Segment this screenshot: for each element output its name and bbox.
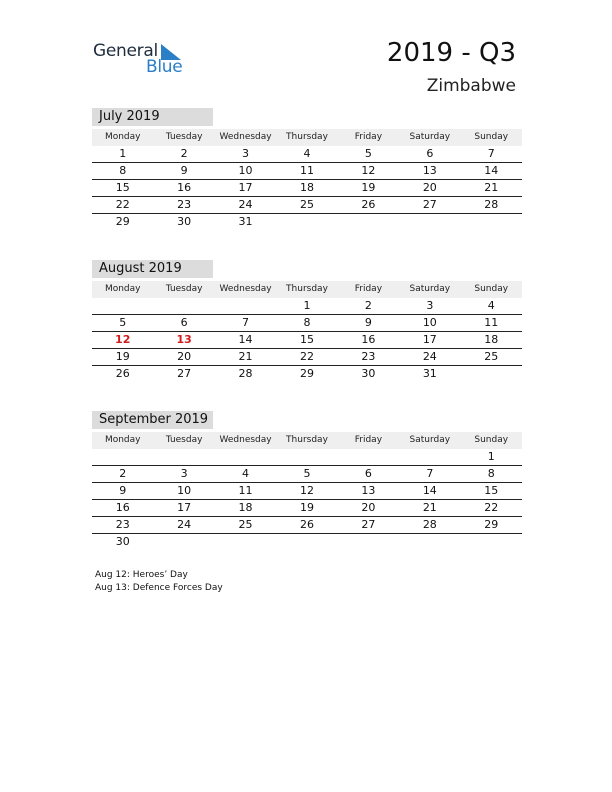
day-cell: 9: [364, 316, 372, 329]
day-cell: 20: [422, 181, 437, 194]
day-cell: [153, 298, 214, 314]
day-cell: 26: [115, 367, 130, 380]
weekday-label: Friday: [354, 132, 383, 142]
day-cell: 1: [119, 147, 127, 160]
day-cell: 21: [484, 181, 499, 194]
day-cell: 27: [361, 518, 376, 531]
month-september: [92, 411, 522, 550]
weekday-label: Sunday: [474, 435, 509, 445]
week-row: [92, 366, 522, 382]
month-title: July 2019: [92, 108, 213, 126]
day-cell: 17: [422, 333, 437, 346]
day-cell: [399, 534, 460, 550]
brand-name-blue: Blue: [146, 57, 183, 77]
day-cell: 30: [177, 215, 192, 228]
day-cell: 9: [180, 164, 188, 177]
day-cell: [461, 366, 522, 382]
day-cell: [153, 534, 214, 550]
weekday-label: Friday: [354, 435, 383, 445]
month-title: August 2019: [92, 260, 213, 278]
day-cell: 16: [177, 181, 192, 194]
day-cell: 28: [238, 367, 253, 380]
day-cell: 3: [426, 299, 434, 312]
day-cell: 23: [361, 350, 376, 363]
weekday-label: Monday: [104, 132, 141, 142]
weekday-label: Thursday: [286, 132, 328, 142]
country-name: Zimbabwe: [426, 76, 516, 96]
day-cell: 17: [177, 501, 192, 514]
day-cell: 17: [238, 181, 253, 194]
day-cell: 1: [303, 299, 311, 312]
day-cell: [338, 534, 399, 550]
day-cell: 29: [115, 215, 130, 228]
day-cell: 13: [422, 164, 437, 177]
day-cell: 3: [242, 147, 250, 160]
weekday-label: Tuesday: [165, 435, 203, 445]
holiday-day-cell: 13: [176, 333, 192, 346]
day-cell: [92, 449, 153, 465]
weekday-label: Wednesday: [219, 435, 272, 445]
day-cell: 24: [238, 198, 253, 211]
week-row: [92, 517, 522, 534]
day-cell: 6: [426, 147, 434, 160]
day-cell: 10: [238, 164, 253, 177]
day-cell: [338, 214, 399, 230]
day-cell: [461, 214, 522, 230]
day-cell: 2: [180, 147, 188, 160]
day-cell: 8: [487, 467, 495, 480]
day-cell: 28: [422, 518, 437, 531]
day-cell: 12: [361, 164, 376, 177]
day-cell: 19: [299, 501, 314, 514]
week-row: [92, 483, 522, 500]
day-cell: 29: [299, 367, 314, 380]
weekday-header: [92, 281, 522, 298]
day-cell: [153, 449, 214, 465]
weekday-label: Monday: [104, 284, 141, 294]
weekday-label: Friday: [354, 284, 383, 294]
day-cell: 8: [119, 164, 127, 177]
weekday-label: Wednesday: [219, 132, 272, 142]
day-cell: 31: [238, 215, 253, 228]
day-cell: 28: [484, 198, 499, 211]
day-cell: 22: [484, 501, 499, 514]
weekday-label: Wednesday: [219, 284, 272, 294]
month-grid: [92, 298, 522, 382]
month-grid: [92, 449, 522, 550]
week-row: [92, 180, 522, 197]
day-cell: 30: [361, 367, 376, 380]
weekday-label: Saturday: [409, 132, 451, 142]
day-cell: 6: [180, 316, 188, 329]
weekday-label: Monday: [104, 435, 141, 445]
day-cell: [215, 449, 276, 465]
weekday-header: [92, 129, 522, 146]
weekday-header: [92, 432, 522, 449]
holiday-note: Aug 13: Defence Forces Day: [95, 583, 223, 593]
holiday-note: Aug 12: Heroes’ Day: [95, 570, 188, 580]
day-cell: 2: [119, 467, 127, 480]
week-row: [92, 146, 522, 163]
weekday-label: Saturday: [409, 435, 451, 445]
day-cell: 23: [177, 198, 192, 211]
day-cell: 27: [422, 198, 437, 211]
day-cell: 1: [487, 450, 495, 463]
day-cell: 26: [361, 198, 376, 211]
day-cell: [276, 534, 337, 550]
day-cell: 7: [426, 467, 434, 480]
week-row: [92, 332, 522, 349]
weekday-label: Sunday: [474, 284, 509, 294]
day-cell: 7: [487, 147, 495, 160]
day-cell: 16: [361, 333, 376, 346]
month-title: September 2019: [92, 411, 213, 429]
day-cell: 18: [484, 333, 499, 346]
day-cell: 19: [361, 181, 376, 194]
day-cell: 18: [238, 501, 253, 514]
day-cell: 3: [180, 467, 188, 480]
day-cell: 25: [484, 350, 499, 363]
week-row: [92, 298, 522, 315]
brand-name-general: General: [93, 41, 158, 61]
week-row: [92, 315, 522, 332]
day-cell: 14: [238, 333, 253, 346]
day-cell: 2: [364, 299, 372, 312]
day-cell: 26: [299, 518, 314, 531]
month-august: [92, 260, 522, 382]
day-cell: 8: [303, 316, 311, 329]
day-cell: [276, 214, 337, 230]
day-cell: 21: [238, 350, 253, 363]
day-cell: 4: [303, 147, 311, 160]
weekday-label: Thursday: [286, 284, 328, 294]
day-cell: 29: [484, 518, 499, 531]
weekday-label: Tuesday: [165, 132, 203, 142]
day-cell: 30: [115, 535, 130, 548]
day-cell: 19: [115, 350, 130, 363]
day-cell: [92, 298, 153, 314]
day-cell: 25: [299, 198, 314, 211]
day-cell: 18: [299, 181, 314, 194]
day-cell: 11: [238, 484, 253, 497]
weekday-label: Saturday: [409, 284, 451, 294]
day-cell: 22: [115, 198, 130, 211]
day-cell: 10: [422, 316, 437, 329]
day-cell: 15: [115, 181, 130, 194]
day-cell: 22: [299, 350, 314, 363]
brand-logo: [93, 41, 193, 77]
day-cell: 31: [422, 367, 437, 380]
day-cell: 24: [422, 350, 437, 363]
day-cell: 27: [177, 367, 192, 380]
day-cell: 7: [242, 316, 250, 329]
holiday-day-cell: 12: [115, 333, 131, 346]
day-cell: 4: [487, 299, 495, 312]
day-cell: 21: [422, 501, 437, 514]
day-cell: 24: [177, 518, 192, 531]
day-cell: [215, 534, 276, 550]
day-cell: 6: [364, 467, 372, 480]
week-row: [92, 349, 522, 366]
day-cell: 5: [119, 316, 127, 329]
week-row: [92, 500, 522, 517]
day-cell: 16: [115, 501, 130, 514]
day-cell: 11: [299, 164, 314, 177]
day-cell: 20: [361, 501, 376, 514]
day-cell: [399, 214, 460, 230]
week-row: [92, 163, 522, 180]
week-row: [92, 534, 522, 550]
week-row: [92, 449, 522, 466]
day-cell: 5: [303, 467, 311, 480]
day-cell: 25: [238, 518, 253, 531]
day-cell: 15: [484, 484, 499, 497]
weekday-label: Tuesday: [165, 284, 203, 294]
day-cell: 14: [422, 484, 437, 497]
day-cell: [215, 298, 276, 314]
month-grid: [92, 146, 522, 230]
day-cell: 4: [242, 467, 250, 480]
day-cell: 10: [177, 484, 192, 497]
day-cell: 14: [484, 164, 499, 177]
day-cell: 5: [364, 147, 372, 160]
day-cell: [461, 534, 522, 550]
month-july: [92, 108, 522, 230]
day-cell: 12: [299, 484, 314, 497]
day-cell: 9: [119, 484, 127, 497]
week-row: [92, 466, 522, 483]
weekday-label: Sunday: [474, 132, 509, 142]
day-cell: 20: [177, 350, 192, 363]
weekday-label: Thursday: [286, 435, 328, 445]
week-row: [92, 214, 522, 230]
day-cell: 11: [484, 316, 499, 329]
page-title: 2019 - Q3: [386, 38, 516, 68]
day-cell: 15: [299, 333, 314, 346]
day-cell: [338, 449, 399, 465]
day-cell: 23: [115, 518, 130, 531]
week-row: [92, 197, 522, 214]
day-cell: [276, 449, 337, 465]
day-cell: 13: [361, 484, 376, 497]
holiday-notes: [95, 569, 223, 595]
day-cell: [399, 449, 460, 465]
